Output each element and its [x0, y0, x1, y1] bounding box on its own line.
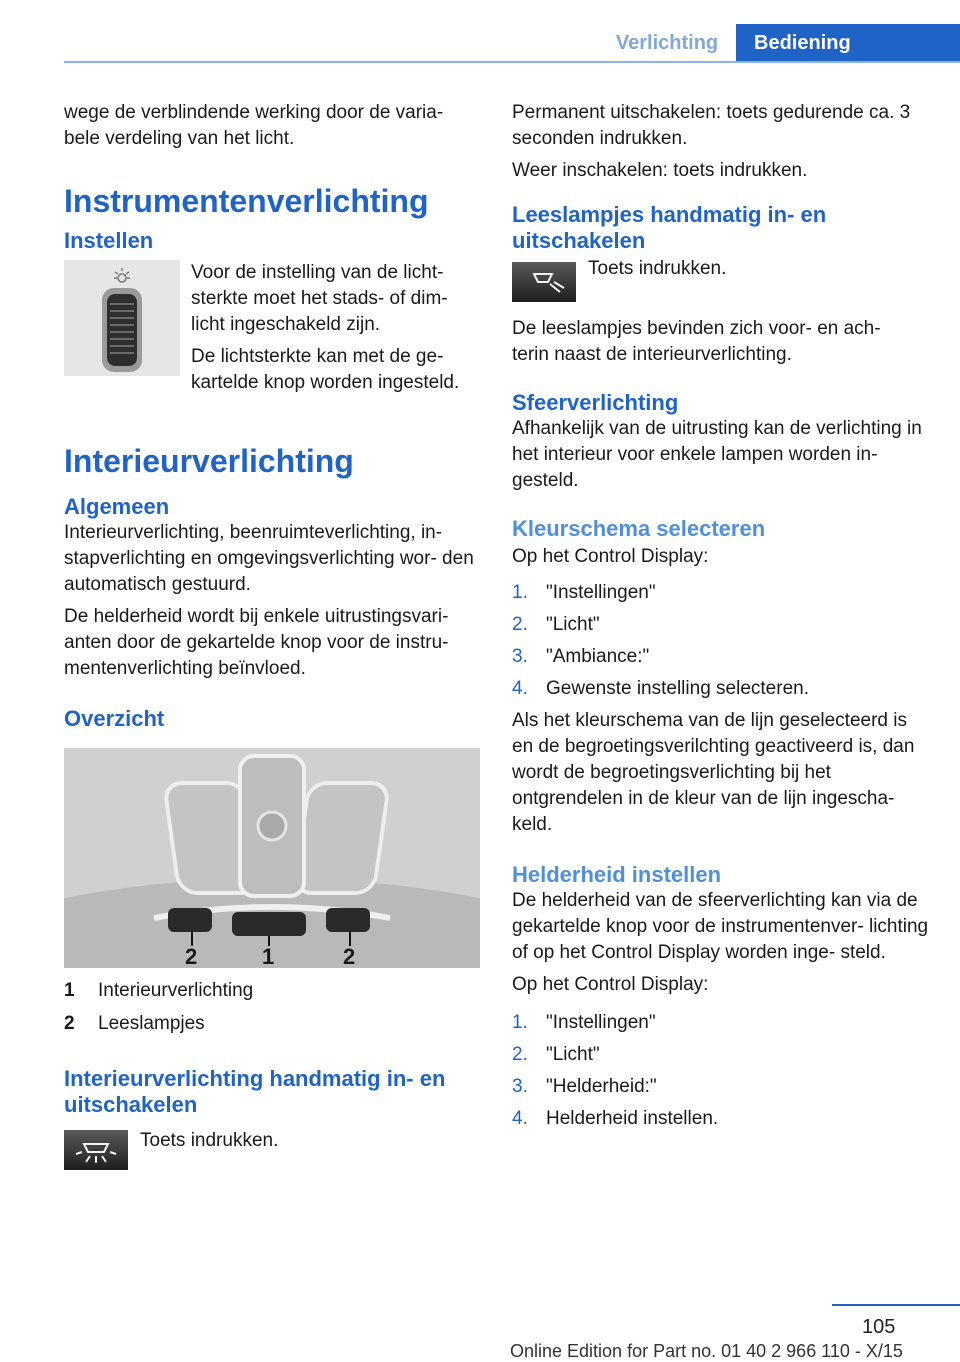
heading-kleurschema: Kleurschema selecteren: [512, 516, 766, 541]
reading-light-button-icon: [512, 262, 576, 302]
step-text: "Instellingen": [546, 1012, 656, 1033]
step-number: 1.: [512, 582, 528, 603]
header-section: Verlichting: [615, 32, 719, 54]
handmatig-text: Toets indrukken.: [140, 1130, 279, 1151]
algemeen-text-1: Interieurverlichting, beenruimteverlichting, in‐ stapverlichting en omgevingsverlichting wor‐ den automatisch gestuurd.: [64, 522, 474, 595]
instellen-block: [64, 260, 480, 396]
header-chapter: Bediening: [736, 24, 960, 63]
list-item: [512, 1042, 932, 1074]
kleur-text: Als het kleurschema van de lijn geselecteerd is en de begroetingsverilchting geactiveerd is, dan wordt de begroetingsverlichting bij het ontgrendelen in de kleur van de lijn ingescha‐ keld.: [512, 710, 915, 835]
figure-label-2-left: 2: [185, 944, 198, 969]
step-text: Gewenste instelling selecteren.: [546, 678, 809, 699]
list-item: [512, 580, 932, 612]
legend-text: Interieurverlichting: [98, 980, 254, 1001]
list-item: [512, 612, 932, 644]
list-item: [512, 1106, 932, 1138]
step-text: "Licht": [546, 614, 600, 635]
interior-light-button-icon: [64, 1130, 128, 1170]
edition-text: Online Edition for Part no. 01 40 2 966 110 - X/15: [510, 1341, 903, 1361]
figure-label-2-right: 2: [343, 944, 356, 969]
step-number: 3.: [512, 646, 528, 667]
brightness-knob-icon: [64, 260, 180, 376]
overhead-console-figure: [64, 748, 480, 968]
legend-number: 2: [64, 1013, 75, 1034]
legend-item: [64, 978, 480, 1011]
list-item: [512, 1010, 932, 1042]
step-text: "Helderheid:": [546, 1076, 657, 1097]
step-number: 4.: [512, 1108, 528, 1129]
step-number: 3.: [512, 1076, 528, 1097]
step-text: "Licht": [546, 1044, 600, 1065]
heading-instellen: Instellen: [64, 228, 154, 253]
heading-helderheid: Helderheid instellen: [512, 862, 722, 887]
instellen-text-1: Voor de instelling van de licht‐ sterkte moet het stads- of dim‐ licht ingeschakeld zijn.: [191, 262, 448, 335]
heading-interieur-handmatig: Interieurverlichting handmatig in- en uitschakelen: [64, 1066, 446, 1117]
algemeen-text-2: De helderheid wordt bij enkele uitrustingsvari‐ anten door de gekartelde knop voor de instru‐ mentenverlichting beïnvloed.: [64, 606, 449, 679]
step-number: 1.: [512, 1012, 528, 1033]
step-number: 2.: [512, 614, 528, 635]
leeslampjes-text: De leeslampjes bevinden zich voor- en ach‐ terin naast de interieurverlichting.: [512, 318, 881, 365]
page-number: 105: [862, 1316, 896, 1338]
step-text: Helderheid instellen.: [546, 1108, 719, 1129]
figure-label-1: 1: [262, 944, 275, 969]
figure-legend: [64, 978, 480, 1044]
helder-steps: [512, 1010, 932, 1138]
leeslampjes-block: [512, 258, 932, 302]
heading-leeslampjes: Leeslampjes handmatig in- en uitschakelen: [512, 202, 827, 253]
leeslampjes-toets-text: Toets indrukken.: [588, 258, 727, 279]
heading-interieurverlichting: Interieurverlichting: [64, 443, 354, 479]
step-text: "Ambiance:": [546, 646, 650, 667]
handmatig-block: [64, 1130, 480, 1170]
left-column: [64, 100, 480, 1170]
heading-algemeen: Algemeen: [64, 494, 170, 519]
heading-sfeerverlichting: Sfeerverlichting: [512, 390, 679, 415]
legend-number: 1: [64, 980, 75, 1001]
instellen-text-2: De lichtsterkte kan met de ge‐ kartelde knop worden ingesteld.: [191, 346, 460, 393]
header-rule: [64, 61, 960, 63]
kleur-intro: Op het Control Display:: [512, 546, 709, 567]
legend-text: Leeslampjes: [98, 1013, 205, 1034]
permanent-text: Permanent uitschakelen: toets gedurende ca. 3 seconden indrukken.: [512, 102, 911, 149]
heading-overzicht: Overzicht: [64, 706, 165, 731]
helder-intro: Op het Control Display:: [512, 974, 709, 995]
step-number: 4.: [512, 678, 528, 699]
list-item: [512, 1074, 932, 1106]
legend-item: [64, 1011, 480, 1044]
step-number: 2.: [512, 1044, 528, 1065]
weer-text: Weer inschakelen: toets indrukken.: [512, 160, 808, 181]
heading-instrumentenverlichting: Instrumentenverlichting: [64, 183, 429, 219]
list-item: [512, 644, 932, 676]
kleur-steps: [512, 580, 932, 708]
sfeer-text: Afhankelijk van de uitrusting kan de verlichting in het interieur voor enkele lampen worden in‐ gesteld.: [512, 418, 922, 491]
footer-rule: [832, 1304, 960, 1306]
intro-text: wege de verblindende werking door de varia‐ bele verdeling van het licht.: [64, 102, 444, 149]
helder-text: De helderheid van de sfeerverlichting kan via de gekartelde knop voor de instrumentenver‐ lichting of op het Control Display worden inge‐ steld.: [512, 890, 929, 963]
list-item: [512, 676, 932, 708]
step-text: "Instellingen": [546, 582, 656, 603]
right-column: [512, 100, 932, 1138]
